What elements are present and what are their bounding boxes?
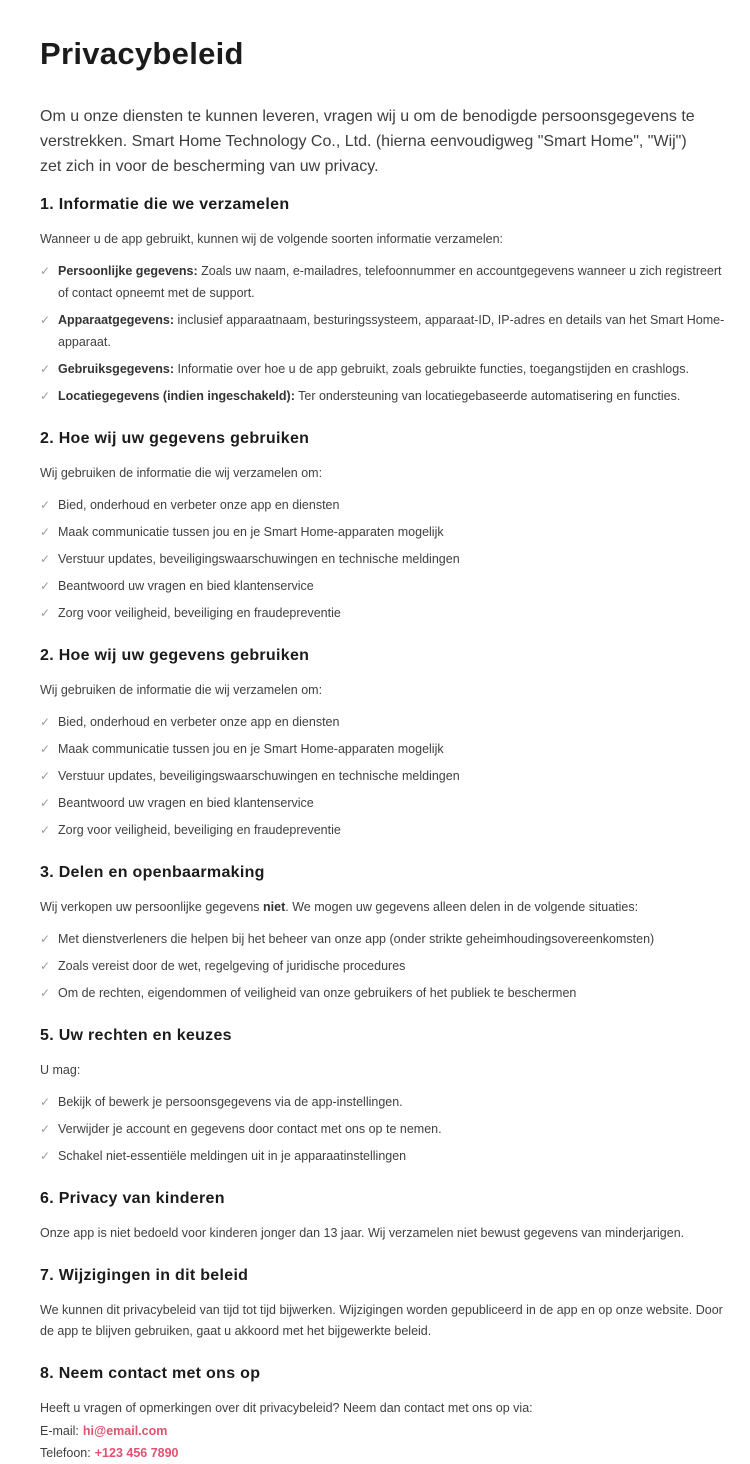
checkmark-icon: ✓ xyxy=(40,358,58,380)
check-list xyxy=(40,1091,728,1167)
checkmark-icon: ✓ xyxy=(40,738,58,760)
list-item xyxy=(40,765,728,787)
list-item-rest: Zoals vereist door de wet, regelgeving of juridische procedures xyxy=(58,959,405,973)
list-item-text xyxy=(58,548,460,570)
list-item-rest: Beantwoord uw vragen en bied klantenservice xyxy=(58,579,314,593)
list-item-rest: Zoals uw naam, e-mailadres, telefoonnummer en accountgegevens wanneer u zich registreert of contact opneemt met de support. xyxy=(58,264,722,300)
list-item xyxy=(40,548,728,570)
list-item-rest: Beantwoord uw vragen en bied klantenservice xyxy=(58,796,314,810)
list-item-text xyxy=(58,358,689,380)
list-item-text xyxy=(58,765,460,787)
list-item-text xyxy=(58,792,314,814)
list-item xyxy=(40,792,728,814)
checkmark-icon: ✓ xyxy=(40,1091,58,1113)
list-item-text xyxy=(58,521,444,543)
list-item xyxy=(40,385,728,407)
checkmark-icon: ✓ xyxy=(40,260,58,282)
list-item-rest: Bekijk of bewerk je persoonsgegevens via de app-instellingen. xyxy=(58,1095,403,1109)
contact-line xyxy=(40,1421,728,1443)
section-intro: Wij gebruiken de informatie die wij verzamelen om: xyxy=(40,680,728,701)
list-item-rest: Bied, onderhoud en verbeter onze app en diensten xyxy=(58,715,339,729)
checkmark-icon: ✓ xyxy=(40,575,58,597)
section-heading: 7. Wijzigingen in dit beleid xyxy=(40,1266,728,1286)
policy-section xyxy=(40,646,728,841)
section-heading: 3. Delen en openbaarmaking xyxy=(40,863,728,883)
checkmark-icon: ✓ xyxy=(40,521,58,543)
checkmark-icon: ✓ xyxy=(40,982,58,1004)
page-title: Privacybeleid xyxy=(40,36,728,72)
list-item xyxy=(40,575,728,597)
list-item-rest: Zorg voor veiligheid, beveiliging en fraudepreventie xyxy=(58,823,341,837)
list-item xyxy=(40,260,728,304)
list-item xyxy=(40,928,728,950)
contact-lines xyxy=(40,1421,728,1464)
list-item-text xyxy=(58,575,314,597)
list-item-text xyxy=(58,982,576,1004)
checkmark-icon: ✓ xyxy=(40,711,58,733)
policy-section xyxy=(40,1026,728,1167)
checkmark-icon: ✓ xyxy=(40,1118,58,1140)
list-item-rest: inclusief apparaatnaam, besturingssysteem, apparaat-ID, IP-adres en details van het Smart Home-apparaat. xyxy=(58,313,724,349)
checkmark-icon: ✓ xyxy=(40,385,58,407)
list-item-text xyxy=(58,309,728,353)
checkmark-icon: ✓ xyxy=(40,928,58,950)
section-heading: 5. Uw rechten en keuzes xyxy=(40,1026,728,1046)
list-item-text xyxy=(58,738,444,760)
section-heading: 6. Privacy van kinderen xyxy=(40,1189,728,1209)
contact-label: E-mail: xyxy=(40,1424,79,1438)
check-list xyxy=(40,494,728,624)
checkmark-icon: ✓ xyxy=(40,309,58,331)
sections-container xyxy=(40,195,728,1464)
list-item xyxy=(40,738,728,760)
list-item-text xyxy=(58,385,680,407)
list-item-bold-label: Locatiegegevens (indien ingeschakeld): xyxy=(58,389,295,403)
list-item-text xyxy=(58,955,405,977)
list-item-rest: Verstuur updates, beveiligingswaarschuwingen en technische meldingen xyxy=(58,769,460,783)
list-item-rest: Schakel niet-essentiële meldingen uit in je apparaatinstellingen xyxy=(58,1149,406,1163)
list-item xyxy=(40,955,728,977)
check-list xyxy=(40,711,728,841)
section-intro: Wij verkopen uw persoonlijke gegevens niet. We mogen uw gegevens alleen delen in de volgende situaties: xyxy=(40,897,728,918)
contact-label: Telefoon: xyxy=(40,1446,91,1460)
list-item xyxy=(40,1091,728,1113)
section-heading: 2. Hoe wij uw gegevens gebruiken xyxy=(40,429,728,449)
list-item-rest: Met dienstverleners die helpen bij het beheer van onze app (onder strikte geheimhoudingsovereenkomsten) xyxy=(58,932,654,946)
contact-line xyxy=(40,1443,728,1464)
section-intro: Onze app is niet bedoeld voor kinderen jonger dan 13 jaar. Wij verzamelen niet bewust gegevens van minderjarigen. xyxy=(40,1223,728,1244)
checkmark-icon: ✓ xyxy=(40,602,58,624)
list-item-text xyxy=(58,1145,406,1167)
section-intro: Wij gebruiken de informatie die wij verzamelen om: xyxy=(40,463,728,484)
list-item-rest: Zorg voor veiligheid, beveiliging en fraudepreventie xyxy=(58,606,341,620)
list-item-bold-label: Persoonlijke gegevens: xyxy=(58,264,198,278)
policy-section xyxy=(40,863,728,1004)
list-item-text xyxy=(58,1091,403,1113)
list-item xyxy=(40,982,728,1004)
list-item xyxy=(40,1145,728,1167)
list-item-text xyxy=(58,928,654,950)
section-intro: Heeft u vragen of opmerkingen over dit privacybeleid? Neem dan contact met ons op via: xyxy=(40,1398,728,1419)
checkmark-icon: ✓ xyxy=(40,494,58,516)
list-item-text xyxy=(58,711,339,733)
list-item xyxy=(40,521,728,543)
list-item-text xyxy=(58,1118,442,1140)
list-item-bold-label: Gebruiksgegevens: xyxy=(58,362,174,376)
list-item xyxy=(40,602,728,624)
checkmark-icon: ✓ xyxy=(40,1145,58,1167)
section-intro: U mag: xyxy=(40,1060,728,1081)
list-item-rest: Informatie over hoe u de app gebruikt, zoals gebruikte functies, toegangstijden en crashlogs. xyxy=(174,362,689,376)
list-item xyxy=(40,494,728,516)
list-item-rest: Om de rechten, eigendommen of veiligheid van onze gebruikers of het publiek te beschermen xyxy=(58,986,576,1000)
list-item xyxy=(40,819,728,841)
contact-link[interactable]: hi@email.com xyxy=(83,1424,167,1438)
list-item-text xyxy=(58,494,339,516)
list-item-text xyxy=(58,260,728,304)
checkmark-icon: ✓ xyxy=(40,819,58,841)
list-item xyxy=(40,309,728,353)
list-item xyxy=(40,1118,728,1140)
contact-link[interactable]: +123 456 7890 xyxy=(95,1446,179,1460)
policy-section xyxy=(40,1364,728,1464)
list-item-rest: Maak communicatie tussen jou en je Smart Home-apparaten mogelijk xyxy=(58,525,444,539)
section-heading: 2. Hoe wij uw gegevens gebruiken xyxy=(40,646,728,666)
policy-section xyxy=(40,1266,728,1342)
list-item-bold-label: Apparaatgegevens: xyxy=(58,313,174,327)
policy-section xyxy=(40,1189,728,1244)
check-list xyxy=(40,928,728,1004)
checkmark-icon: ✓ xyxy=(40,792,58,814)
list-item-rest: Maak communicatie tussen jou en je Smart Home-apparaten mogelijk xyxy=(58,742,444,756)
intro-paragraph: Om u onze diensten te kunnen leveren, vragen wij u om de benodigde persoonsgegevens te verstrekken. Smart Home Technology Co., Ltd. (hierna eenvoudigweg "Smart Home", "Wij") zet zich in voor de bescherming van uw privacy. xyxy=(40,104,712,179)
checkmark-icon: ✓ xyxy=(40,765,58,787)
checkmark-icon: ✓ xyxy=(40,548,58,570)
policy-section xyxy=(40,429,728,624)
list-item-rest: Verstuur updates, beveiligingswaarschuwingen en technische meldingen xyxy=(58,552,460,566)
list-item-rest: Verwijder je account en gegevens door contact met ons op te nemen. xyxy=(58,1122,442,1136)
list-item-rest: Ter ondersteuning van locatiegebaseerde automatisering en functies. xyxy=(295,389,680,403)
section-intro: Wanneer u de app gebruikt, kunnen wij de volgende soorten informatie verzamelen: xyxy=(40,229,728,250)
list-item-rest: Bied, onderhoud en verbeter onze app en diensten xyxy=(58,498,339,512)
list-item-text xyxy=(58,819,341,841)
list-item xyxy=(40,358,728,380)
section-intro: We kunnen dit privacybeleid van tijd tot tijd bijwerken. Wijzigingen worden gepubliceerd in de app en op onze website. Door de app te blijven gebruiken, gaat u akkoord met het bijgewerkte beleid. xyxy=(40,1300,728,1342)
checkmark-icon: ✓ xyxy=(40,955,58,977)
list-item-text xyxy=(58,602,341,624)
section-heading: 8. Neem contact met ons op xyxy=(40,1364,728,1384)
section-heading: 1. Informatie die we verzamelen xyxy=(40,195,728,215)
list-item xyxy=(40,711,728,733)
check-list xyxy=(40,260,728,407)
policy-section xyxy=(40,195,728,407)
